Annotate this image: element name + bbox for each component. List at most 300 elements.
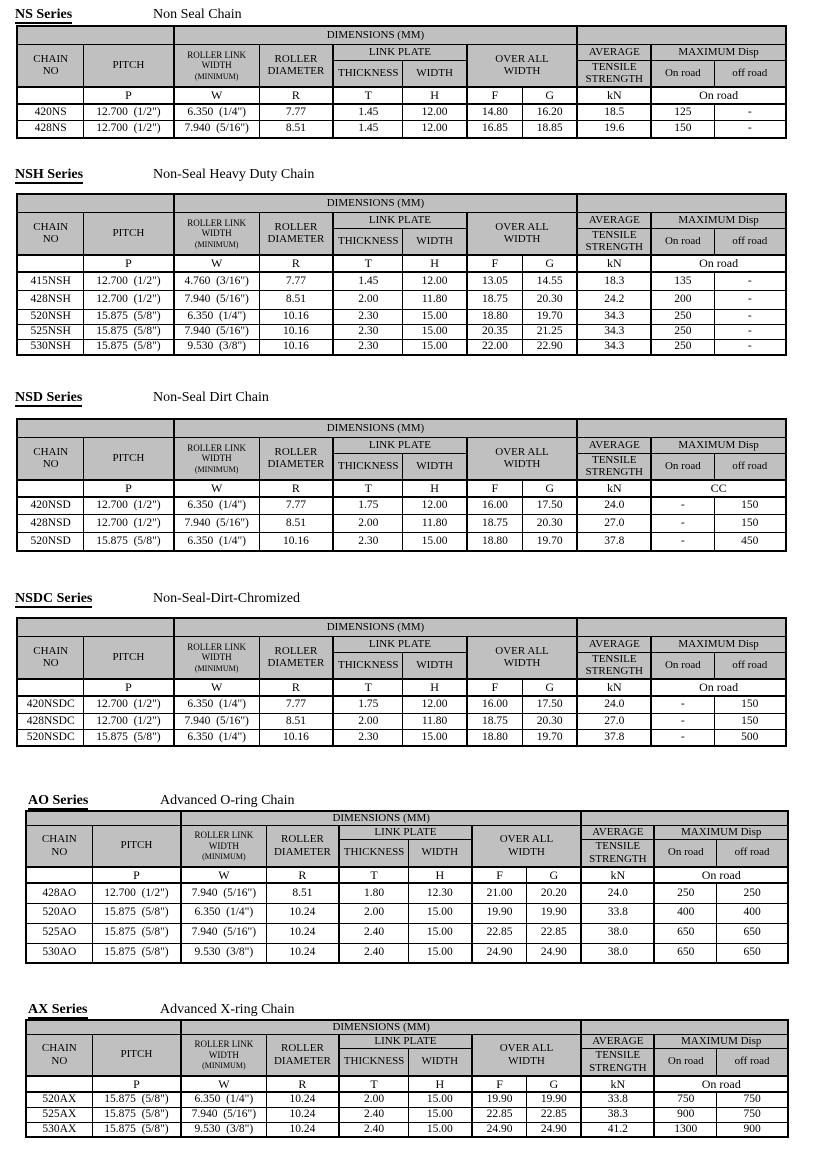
cell-thickness: 2.30 xyxy=(333,325,403,340)
cell-width: 15.00 xyxy=(403,325,467,340)
symbol-cell-thickness: T xyxy=(333,480,403,496)
header-link-plate: LINK PLATE xyxy=(339,825,471,839)
cell-width: 15.00 xyxy=(403,533,467,551)
cell-roller-diameter: 10.24 xyxy=(266,1122,339,1137)
cell-roller-link-width: 7.940 (5/16") xyxy=(174,714,260,730)
symbol-cell-disp-span: On road xyxy=(654,1076,788,1092)
series-title: NS Series xyxy=(15,7,73,22)
header-spacer-left xyxy=(17,618,174,636)
cell-on-road: 650 xyxy=(654,943,716,963)
symbol-cell-pitch: P xyxy=(92,867,181,883)
cell-roller-diameter: 7.77 xyxy=(259,272,333,291)
header-roller-diameter: ROLLER DIAMETER xyxy=(259,437,333,480)
header-roller-link-width: ROLLER LINK WIDTH (MINIMUM) xyxy=(174,437,260,480)
cell-overall-g: 17.50 xyxy=(523,497,578,515)
symbol-cell-roller-diameter: R xyxy=(266,1076,339,1092)
cell-chain-no: 530NSH xyxy=(17,340,84,355)
series-subtitle: Advanced X-ring Chain xyxy=(160,1002,295,1017)
header-thickness: THICKNESS xyxy=(333,453,403,480)
symbol-cell-tensile-kn: kN xyxy=(577,87,651,103)
symbol-cell-roller-link-width: W xyxy=(174,679,260,695)
cell-width: 15.00 xyxy=(408,943,471,963)
header-roller-diameter: ROLLER DIAMETER xyxy=(259,636,333,679)
cell-overall-g: 22.85 xyxy=(527,923,581,943)
cell-on-road: 250 xyxy=(651,310,714,325)
cell-width: 12.00 xyxy=(403,121,467,138)
cell-chain-no: 428NSDC xyxy=(17,714,84,730)
cell-chain-no: 520AO xyxy=(26,903,92,923)
cell-on-road: 750 xyxy=(654,1092,716,1107)
cell-pitch: 15.875 (5/8") xyxy=(84,325,174,340)
cell-overall-f: 22.85 xyxy=(472,1107,527,1122)
cell-chain-no: 525AX xyxy=(26,1107,92,1122)
cell-off-road: 650 xyxy=(717,923,788,943)
header-roller-diameter: ROLLER DIAMETER xyxy=(259,44,333,87)
cell-on-road: - xyxy=(651,497,714,515)
cell-roller-diameter: 10.24 xyxy=(266,1092,339,1107)
cell-off-road: 150 xyxy=(714,515,786,533)
cell-tensile-kn: 18.3 xyxy=(577,272,651,291)
cell-overall-g: 20.30 xyxy=(523,291,578,310)
symbol-cell-overall-f: F xyxy=(467,255,523,271)
table-row xyxy=(17,310,786,325)
cell-chain-no: 415NSH xyxy=(17,272,84,291)
header-spacer-left xyxy=(17,419,174,437)
header-width: WIDTH xyxy=(403,652,467,679)
spec-table-nsh xyxy=(16,193,787,356)
cell-overall-f: 18.75 xyxy=(467,714,523,730)
cell-off-road: 750 xyxy=(717,1107,788,1122)
header-spacer-right xyxy=(577,618,786,636)
cell-off-road: 750 xyxy=(717,1092,788,1107)
cell-roller-link-width: 9.530 (3/8") xyxy=(174,340,260,355)
cell-overall-f: 22.85 xyxy=(472,923,527,943)
header-dimensions: DIMENSIONS (MM) xyxy=(181,811,581,825)
cell-width: 12.00 xyxy=(403,272,467,291)
cell-width: 15.00 xyxy=(408,1122,471,1137)
cell-chain-no: 525AO xyxy=(26,923,92,943)
header-average: AVERAGE xyxy=(577,636,651,652)
header-on-road: On road xyxy=(651,453,714,480)
cell-width: 15.00 xyxy=(408,1107,471,1122)
cell-overall-g: 24.90 xyxy=(527,943,581,963)
series-title-cell xyxy=(15,389,82,406)
cell-chain-no: 420NS xyxy=(17,104,84,121)
cell-roller-diameter: 10.16 xyxy=(259,310,333,325)
cell-width: 15.00 xyxy=(408,1092,471,1107)
header-roller-diameter: ROLLER DIAMETER xyxy=(259,212,333,255)
cell-overall-f: 16.00 xyxy=(467,497,523,515)
header-thickness: THICKNESS xyxy=(333,228,403,255)
header-link-plate: LINK PLATE xyxy=(333,44,467,60)
header-tensile-strength: TENSILE STRENGTH xyxy=(577,652,651,679)
cell-thickness: 2.40 xyxy=(339,943,408,963)
header-spacer-right xyxy=(581,1020,788,1034)
cell-overall-f: 18.80 xyxy=(467,310,523,325)
cell-roller-diameter: 7.77 xyxy=(259,104,333,121)
header-thickness: THICKNESS xyxy=(333,60,403,87)
cell-thickness: 2.30 xyxy=(333,340,403,355)
cell-tensile-kn: 33.8 xyxy=(581,903,654,923)
cell-off-road: 250 xyxy=(717,883,788,903)
header-pitch: PITCH xyxy=(84,44,174,87)
cell-pitch: 12.700 (1/2") xyxy=(84,104,174,121)
header-overall-width: OVER ALL WIDTH xyxy=(467,44,578,87)
series-heading-nsdc xyxy=(15,590,787,607)
header-maximum-disp: MAXIMUM Disp xyxy=(651,44,786,60)
cell-tensile-kn: 34.3 xyxy=(577,340,651,355)
cell-thickness: 2.40 xyxy=(339,1122,408,1137)
cell-chain-no: 428NSH xyxy=(17,291,84,310)
cell-pitch: 15.875 (5/8") xyxy=(84,730,174,746)
cell-thickness: 2.30 xyxy=(333,730,403,746)
cell-overall-f: 14.80 xyxy=(467,104,523,121)
header-maximum-disp: MAXIMUM Disp xyxy=(654,1034,788,1048)
cell-off-road: - xyxy=(714,121,786,138)
symbol-cell-overall-g: G xyxy=(527,1076,581,1092)
header-roller-link-width: ROLLER LINK WIDTH (MINIMUM) xyxy=(174,44,260,87)
header-chain-no: CHAIN NO xyxy=(17,44,84,87)
cell-on-road: - xyxy=(651,696,714,714)
cell-tensile-kn: 34.3 xyxy=(577,325,651,340)
header-link-plate: LINK PLATE xyxy=(333,636,467,652)
table-row xyxy=(17,730,786,746)
header-on-road: On road xyxy=(654,839,716,866)
cell-thickness: 2.30 xyxy=(333,310,403,325)
header-chain-no: CHAIN NO xyxy=(26,825,92,866)
header-chain-no: CHAIN NO xyxy=(17,636,84,679)
cell-roller-link-width: 6.350 (1/4") xyxy=(174,696,260,714)
cell-tensile-kn: 27.0 xyxy=(577,515,651,533)
cell-overall-f: 16.00 xyxy=(467,696,523,714)
symbol-cell-roller-diameter: R xyxy=(259,87,333,103)
cell-chain-no: 530AX xyxy=(26,1122,92,1137)
symbol-cell-chain-no xyxy=(26,1076,92,1092)
header-width: WIDTH xyxy=(403,228,467,255)
cell-width: 11.80 xyxy=(403,515,467,533)
cell-roller-diameter: 10.24 xyxy=(266,903,339,923)
symbol-cell-tensile-kn: kN xyxy=(581,867,654,883)
header-tensile-strength: TENSILE STRENGTH xyxy=(577,453,651,480)
header-off-road: off road xyxy=(717,1048,788,1075)
cell-roller-diameter: 7.77 xyxy=(259,497,333,515)
cell-roller-diameter: 8.51 xyxy=(259,291,333,310)
header-pitch: PITCH xyxy=(84,636,174,679)
cell-roller-diameter: 10.16 xyxy=(259,533,333,551)
cell-on-road: 900 xyxy=(654,1107,716,1122)
cell-thickness: 2.00 xyxy=(333,714,403,730)
cell-pitch: 12.700 (1/2") xyxy=(84,121,174,138)
cell-overall-f: 19.90 xyxy=(472,903,527,923)
cell-roller-diameter: 8.51 xyxy=(259,714,333,730)
header-overall-width: OVER ALL WIDTH xyxy=(467,212,578,255)
cell-roller-link-width: 9.530 (3/8") xyxy=(181,1122,266,1137)
cell-chain-no: 520AX xyxy=(26,1092,92,1107)
cell-off-road: - xyxy=(714,310,786,325)
header-spacer-right xyxy=(581,811,788,825)
header-overall-width: OVER ALL WIDTH xyxy=(467,636,578,679)
spec-table-ns xyxy=(16,25,787,139)
header-tensile-strength: TENSILE STRENGTH xyxy=(581,1048,654,1075)
cell-chain-no: 525NSH xyxy=(17,325,84,340)
header-average: AVERAGE xyxy=(577,437,651,453)
series-section-ns xyxy=(15,6,787,139)
cell-on-road: - xyxy=(651,515,714,533)
series-heading-ax xyxy=(28,1001,789,1018)
symbol-cell-pitch: P xyxy=(84,480,174,496)
cell-thickness: 2.40 xyxy=(339,1107,408,1122)
cell-thickness: 2.00 xyxy=(339,903,408,923)
symbol-cell-tensile-kn: kN xyxy=(577,679,651,695)
header-dimensions: DIMENSIONS (MM) xyxy=(174,194,578,212)
cell-roller-diameter: 10.24 xyxy=(266,1107,339,1122)
cell-overall-g: 21.25 xyxy=(523,325,578,340)
cell-overall-f: 18.75 xyxy=(467,515,523,533)
cell-on-road: 1300 xyxy=(654,1122,716,1137)
table-row xyxy=(17,696,786,714)
cell-overall-f: 24.90 xyxy=(472,1122,527,1137)
cell-tensile-kn: 24.0 xyxy=(581,883,654,903)
cell-off-road: 500 xyxy=(714,730,786,746)
cell-on-road: 150 xyxy=(651,121,714,138)
series-title: NSH Series xyxy=(15,167,84,182)
cell-roller-diameter: 7.77 xyxy=(259,696,333,714)
cell-on-road: 125 xyxy=(651,104,714,121)
symbol-cell-thickness: T xyxy=(333,679,403,695)
symbol-cell-roller-link-width: W xyxy=(181,1076,266,1092)
header-off-road: off road xyxy=(714,60,786,87)
cell-overall-g: 17.50 xyxy=(523,696,578,714)
cell-roller-link-width: 7.940 (5/16") xyxy=(174,291,260,310)
cell-roller-link-width: 7.940 (5/16") xyxy=(181,1107,266,1122)
cell-pitch: 12.700 (1/2") xyxy=(84,497,174,515)
symbol-cell-chain-no xyxy=(26,867,92,883)
series-section-ao xyxy=(28,792,789,964)
cell-on-road: 250 xyxy=(651,325,714,340)
series-subtitle: Non-Seal Dirt Chain xyxy=(153,390,269,405)
spec-table-ao xyxy=(25,810,789,964)
header-overall-width: OVER ALL WIDTH xyxy=(472,825,582,866)
series-subtitle: Non Seal Chain xyxy=(153,7,242,22)
spec-table-nsd xyxy=(16,418,787,552)
cell-roller-diameter: 8.51 xyxy=(259,121,333,138)
header-width: WIDTH xyxy=(408,1048,471,1075)
header-dimensions: DIMENSIONS (MM) xyxy=(174,419,578,437)
cell-off-road: 150 xyxy=(714,696,786,714)
table-row xyxy=(17,121,786,138)
cell-overall-g: 20.30 xyxy=(523,515,578,533)
cell-overall-g: 19.90 xyxy=(527,903,581,923)
cell-width: 15.00 xyxy=(408,903,471,923)
header-width: WIDTH xyxy=(403,453,467,480)
cell-overall-g: 19.70 xyxy=(523,310,578,325)
cell-on-road: - xyxy=(651,730,714,746)
symbol-cell-roller-diameter: R xyxy=(259,480,333,496)
table-row xyxy=(17,291,786,310)
cell-chain-no: 428NSD xyxy=(17,515,84,533)
header-off-road: off road xyxy=(714,453,786,480)
series-title: NSD Series xyxy=(15,390,83,405)
header-average: AVERAGE xyxy=(581,825,654,839)
cell-thickness: 1.80 xyxy=(339,883,408,903)
header-tensile-strength: TENSILE STRENGTH xyxy=(577,228,651,255)
symbol-cell-thickness: T xyxy=(333,255,403,271)
symbol-cell-overall-f: F xyxy=(467,480,523,496)
series-title-cell xyxy=(15,6,72,23)
header-spacer-left xyxy=(26,1020,181,1034)
cell-thickness: 2.00 xyxy=(333,291,403,310)
cell-width: 11.80 xyxy=(403,291,467,310)
header-roller-diameter: ROLLER DIAMETER xyxy=(266,825,339,866)
cell-off-road: 150 xyxy=(714,497,786,515)
header-pitch: PITCH xyxy=(92,825,181,866)
header-off-road: off road xyxy=(714,652,786,679)
series-section-nsd xyxy=(15,389,787,552)
cell-width: 15.00 xyxy=(408,923,471,943)
symbol-cell-width: H xyxy=(403,255,467,271)
series-title-cell xyxy=(28,792,88,809)
cell-overall-g: 20.20 xyxy=(527,883,581,903)
cell-overall-f: 19.90 xyxy=(472,1092,527,1107)
series-title-cell xyxy=(15,590,92,607)
cell-chain-no: 520NSH xyxy=(17,310,84,325)
cell-overall-g: 22.85 xyxy=(527,1107,581,1122)
cell-roller-link-width: 6.350 (1/4") xyxy=(174,310,260,325)
header-maximum-disp: MAXIMUM Disp xyxy=(651,212,786,228)
header-off-road: off road xyxy=(717,839,788,866)
cell-on-road: - xyxy=(651,533,714,551)
cell-off-road: - xyxy=(714,291,786,310)
header-spacer-left xyxy=(26,811,181,825)
cell-overall-f: 13.05 xyxy=(467,272,523,291)
cell-roller-link-width: 7.940 (5/16") xyxy=(181,923,266,943)
symbol-cell-chain-no xyxy=(17,679,84,695)
cell-overall-f: 16.85 xyxy=(467,121,523,138)
symbol-cell-roller-diameter: R xyxy=(259,679,333,695)
symbol-cell-width: H xyxy=(403,87,467,103)
cell-chain-no: 420NSD xyxy=(17,497,84,515)
cell-pitch: 12.700 (1/2") xyxy=(84,272,174,291)
cell-tensile-kn: 38.0 xyxy=(581,923,654,943)
cell-width: 15.00 xyxy=(403,340,467,355)
cell-roller-diameter: 10.16 xyxy=(259,340,333,355)
cell-tensile-kn: 18.5 xyxy=(577,104,651,121)
symbol-cell-chain-no xyxy=(17,87,84,103)
series-subtitle: Non-Seal-Dirt-Chromized xyxy=(153,591,300,606)
header-maximum-disp: MAXIMUM Disp xyxy=(651,636,786,652)
cell-on-road: 135 xyxy=(651,272,714,291)
cell-tensile-kn: 37.8 xyxy=(577,533,651,551)
cell-tensile-kn: 34.3 xyxy=(577,310,651,325)
cell-chain-no: 520NSDC xyxy=(17,730,84,746)
symbol-cell-roller-diameter: R xyxy=(266,867,339,883)
cell-roller-diameter: 8.51 xyxy=(259,515,333,533)
header-spacer-left xyxy=(17,26,174,44)
table-row xyxy=(17,104,786,121)
cell-width: 12.00 xyxy=(403,497,467,515)
table-row xyxy=(17,497,786,515)
cell-width: 15.00 xyxy=(403,310,467,325)
symbol-cell-overall-g: G xyxy=(523,679,578,695)
cell-overall-f: 22.00 xyxy=(467,340,523,355)
series-heading-nsd xyxy=(15,389,787,406)
cell-roller-link-width: 7.940 (5/16") xyxy=(174,515,260,533)
symbol-cell-roller-link-width: W xyxy=(181,867,266,883)
cell-thickness: 1.45 xyxy=(333,104,403,121)
header-spacer-right xyxy=(577,419,786,437)
header-link-plate: LINK PLATE xyxy=(333,437,467,453)
series-section-ax xyxy=(28,1001,789,1138)
symbol-cell-chain-no xyxy=(17,480,84,496)
cell-thickness: 1.45 xyxy=(333,272,403,291)
table-row xyxy=(17,714,786,730)
header-average: AVERAGE xyxy=(577,212,651,228)
header-spacer-right xyxy=(577,26,786,44)
cell-on-road: 400 xyxy=(654,903,716,923)
series-title: AO Series xyxy=(28,793,89,808)
header-on-road: On road xyxy=(651,652,714,679)
header-overall-width: OVER ALL WIDTH xyxy=(472,1034,582,1075)
symbol-cell-width: H xyxy=(403,480,467,496)
cell-overall-g: 14.55 xyxy=(523,272,578,291)
symbol-cell-disp-span: CC xyxy=(651,480,786,496)
cell-pitch: 15.875 (5/8") xyxy=(84,533,174,551)
cell-overall-g: 20.30 xyxy=(523,714,578,730)
series-subtitle: Advanced O-ring Chain xyxy=(160,793,295,808)
header-roller-diameter: ROLLER DIAMETER xyxy=(266,1034,339,1075)
cell-pitch: 15.875 (5/8") xyxy=(84,340,174,355)
symbol-cell-width: H xyxy=(403,679,467,695)
cell-pitch: 12.700 (1/2") xyxy=(92,883,181,903)
symbol-cell-width: H xyxy=(408,867,471,883)
header-thickness: THICKNESS xyxy=(339,1048,408,1075)
cell-thickness: 2.40 xyxy=(339,923,408,943)
spec-table-ax xyxy=(25,1019,789,1138)
cell-on-road: 250 xyxy=(651,340,714,355)
header-roller-link-width: ROLLER LINK WIDTH (MINIMUM) xyxy=(181,825,266,866)
cell-pitch: 15.875 (5/8") xyxy=(92,923,181,943)
cell-pitch: 15.875 (5/8") xyxy=(92,1107,181,1122)
cell-thickness: 2.00 xyxy=(339,1092,408,1107)
table-row xyxy=(17,325,786,340)
cell-tensile-kn: 24.0 xyxy=(577,696,651,714)
cell-chain-no: 428NS xyxy=(17,121,84,138)
cell-off-road: 900 xyxy=(717,1122,788,1137)
header-on-road: On road xyxy=(651,60,714,87)
cell-off-road: 650 xyxy=(717,943,788,963)
header-dimensions: DIMENSIONS (MM) xyxy=(174,618,578,636)
cell-roller-link-width: 7.940 (5/16") xyxy=(174,121,260,138)
cell-thickness: 2.30 xyxy=(333,533,403,551)
cell-off-road: - xyxy=(714,340,786,355)
cell-roller-link-width: 6.350 (1/4") xyxy=(174,730,260,746)
series-title: NSDC Series xyxy=(15,591,93,606)
header-pitch: PITCH xyxy=(84,212,174,255)
header-chain-no: CHAIN NO xyxy=(26,1034,92,1075)
symbol-cell-overall-f: F xyxy=(467,679,523,695)
cell-roller-diameter: 10.16 xyxy=(259,730,333,746)
cell-roller-link-width: 6.350 (1/4") xyxy=(181,903,266,923)
header-maximum-disp: MAXIMUM Disp xyxy=(654,825,788,839)
header-average: AVERAGE xyxy=(577,44,651,60)
header-width: WIDTH xyxy=(408,839,471,866)
cell-roller-link-width: 6.350 (1/4") xyxy=(174,104,260,121)
symbol-cell-overall-g: G xyxy=(527,867,581,883)
header-spacer-left xyxy=(17,194,174,212)
symbol-cell-thickness: T xyxy=(333,87,403,103)
cell-roller-link-width: 6.350 (1/4") xyxy=(174,533,260,551)
symbol-cell-tensile-kn: kN xyxy=(581,1076,654,1092)
